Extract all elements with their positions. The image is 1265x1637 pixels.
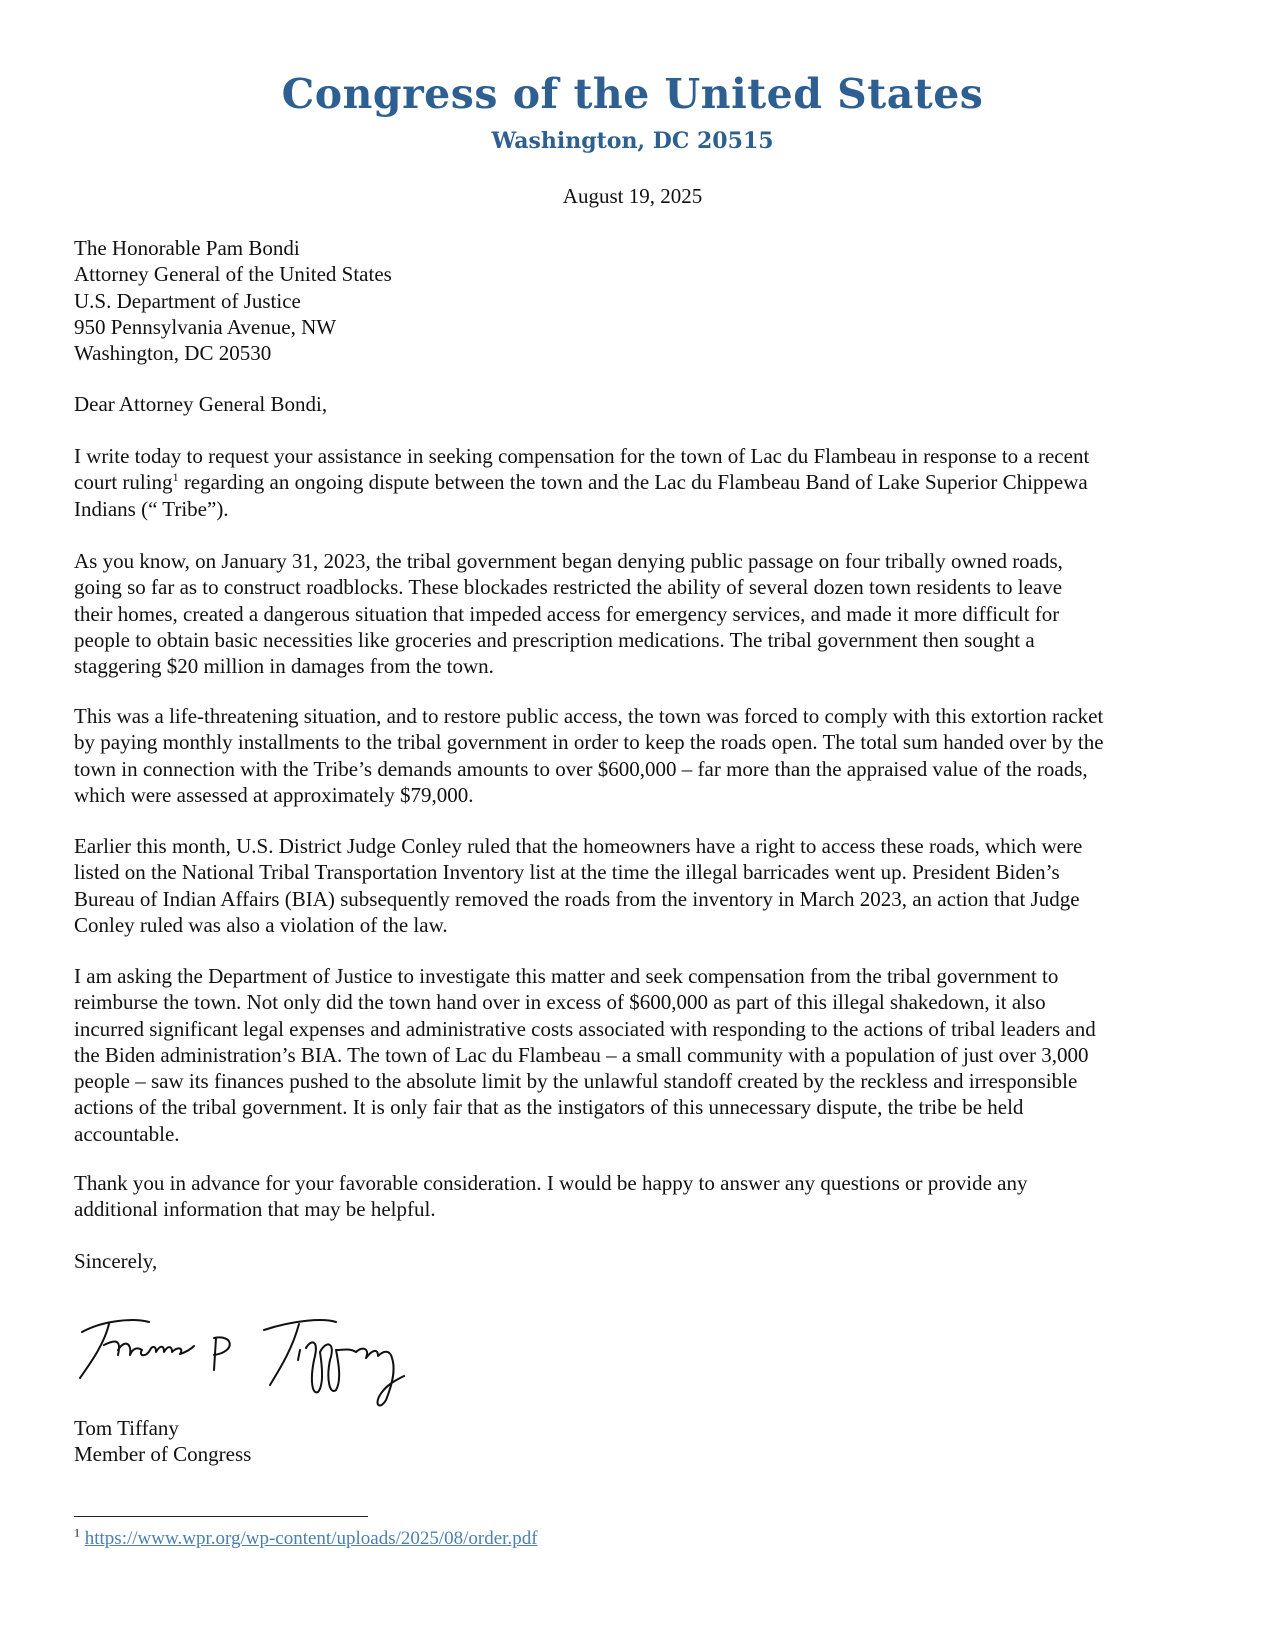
paragraph-line: by paying monthly installments to the tribal government in order to keep the roads open. The total sum handed over by the <box>74 730 1104 755</box>
paragraph-line: This was a life-threatening situation, and to restore public access, the town was forced to comply with this extortion racket <box>74 704 1104 728</box>
address-line: U.S. Department of Justice <box>74 288 301 313</box>
footnote-ref: 1 <box>172 470 179 485</box>
paragraph-line: actions of the tribal government. It is only fair that as the instigators of this unnecessary dispute, the tribe be held <box>74 1095 1024 1120</box>
closing: Sincerely, <box>74 1249 158 1273</box>
recipient-address <box>74 235 392 366</box>
footnote-number: 1 <box>74 1525 80 1540</box>
paragraph <box>74 703 1104 808</box>
signer-title: Member of Congress <box>74 1442 252 1467</box>
paragraph-line: I am asking the Department of Justice to investigate this matter and seek compensation from the tribal government to <box>74 964 1059 988</box>
footnote-link[interactable]: https://www.wpr.org/wp-content/uploads/2025/08/order.pdf <box>84 1528 538 1549</box>
salutation: Dear Attorney General Bondi, <box>74 392 328 416</box>
paragraph-line: Earlier this month, U.S. District Judge Conley ruled that the homeowners have a right to access these roads, which were <box>74 834 1083 858</box>
paragraph <box>74 963 1096 1147</box>
paragraph-line: accountable. <box>74 1121 180 1146</box>
paragraph-line: people to obtain basic necessities like groceries and prescription medications. The tribal government then sought a <box>74 627 1035 652</box>
paragraph-line: additional information that may be helpful. <box>74 1197 436 1222</box>
paragraph-line: listed on the National Tribal Transportation Inventory list at the time the illegal barricades went up. President Biden’s <box>74 860 1060 885</box>
paragraph-line: As you know, on January 31, 2023, the tribal government began denying public passage on four tribally owned roads, <box>74 549 1063 573</box>
letterhead-title: Congress of the United States <box>281 70 984 118</box>
letterhead-subtitle: Washington, DC 20515 <box>491 128 774 154</box>
paragraph-line: their homes, created a dangerous situation that impeded access for emergency services, and made it more difficult for <box>74 601 1060 626</box>
signer-block <box>74 1415 251 1468</box>
text: court ruling <box>74 470 173 495</box>
paragraph-line: I write today to request your assistance in seeking compensation for the town of Lac du Flambeau in response to a recent <box>74 444 1090 468</box>
paragraph <box>74 548 1063 679</box>
paragraph-line: the Biden administration’s BIA. The town of Lac du Flambeau – a small community with a population of just over 3,000 <box>74 1042 1089 1067</box>
paragraph-line <box>74 469 1089 495</box>
address-line: 950 Pennsylvania Avenue, NW <box>74 314 337 339</box>
footnote-divider <box>74 1516 368 1517</box>
paragraph-line: Indians (“ Tribe”). <box>74 496 229 521</box>
paragraph-line: reimburse the town. Not only did the town hand over in excess of $600,000 as part of this illegal shakedown, it also <box>74 990 1046 1015</box>
paragraph-line: going so far as to construct roadblocks. These blockades restricted the ability of several dozen town residents to leave <box>74 575 1063 600</box>
paragraph-line: which were assessed at approximately $79,000. <box>74 782 474 807</box>
footnote <box>74 1525 538 1550</box>
paragraph-line: incurred significant legal expenses and administrative costs associated with responding to the actions of tribal leaders and <box>74 1016 1096 1041</box>
paragraph-line: Conley ruled was also a violation of the law. <box>74 912 448 937</box>
signer-name: Tom Tiffany <box>74 1416 179 1440</box>
paragraph <box>74 1170 1027 1223</box>
address-line: The Honorable Pam Bondi <box>74 236 300 260</box>
paragraph-line: town in connection with the Tribe’s demands amounts to over $600,000 – far more than the appraised value of the roads, <box>74 756 1088 781</box>
signature-image <box>74 1300 424 1415</box>
address-line: Attorney General of the United States <box>74 262 392 287</box>
paragraph-line: Bureau of Indian Affairs (BIA) subsequently removed the roads from the inventory in March 2023, an action that Judge <box>74 886 1080 911</box>
paragraph <box>74 833 1082 938</box>
paragraph <box>74 443 1089 522</box>
address-line: Washington, DC 20530 <box>74 341 272 366</box>
letter-date: August 19, 2025 <box>562 184 703 208</box>
paragraph-line: people – saw its finances pushed to the absolute limit by the unlawful standoff created by the reckless and irresponsible <box>74 1069 1078 1094</box>
text: regarding an ongoing dispute between the town and the Lac du Flambeau Band of Lake Superior Chippewa <box>178 470 1088 495</box>
paragraph-line: Thank you in advance for your favorable consideration. I would be happy to answer any questions or provide any <box>74 1171 1028 1195</box>
paragraph-line: staggering $20 million in damages from the town. <box>74 654 494 679</box>
